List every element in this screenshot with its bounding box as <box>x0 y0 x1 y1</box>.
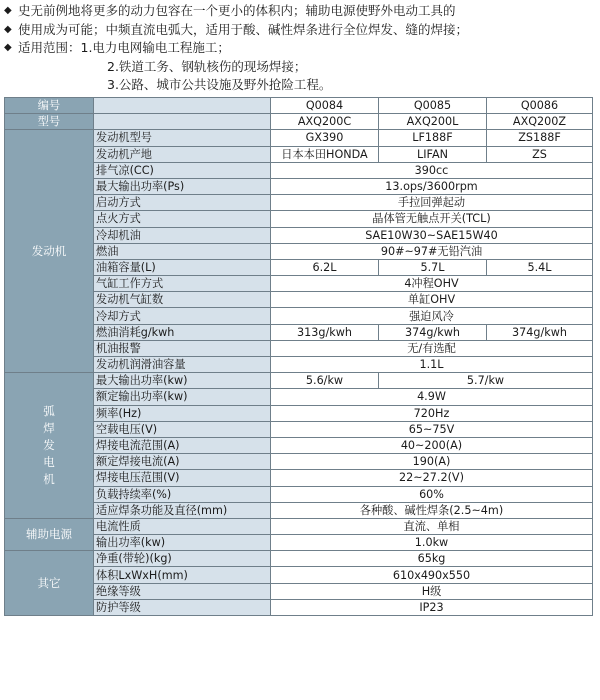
spec-value: ZS <box>487 146 593 162</box>
spec-table-body <box>5 98 593 616</box>
spec-label: 负载持续率(%) <box>94 486 271 502</box>
model-value: AXQ200C <box>271 114 379 130</box>
spec-value: 390cc <box>271 162 593 178</box>
spec-value: 1.0kw <box>271 535 593 551</box>
spec-value: 直流、单相 <box>271 518 593 534</box>
spec-value: 5.7/kw <box>379 373 593 389</box>
spec-row <box>5 567 593 583</box>
intro-line-text: 史无前例地将更多的动力包容在一个更小的体积内；辅助电源使野外电动工具的 <box>18 3 456 18</box>
spec-row <box>5 162 593 178</box>
spec-value: 强迫风冷 <box>271 308 593 324</box>
spec-row <box>5 292 593 308</box>
spec-value: GX390 <box>271 130 379 146</box>
spec-row <box>5 454 593 470</box>
spec-value: 313g/kwh <box>271 324 379 340</box>
spec-label: 焊接电压范围(V) <box>94 470 271 486</box>
section-label-vertical: 弧 焊 发 电 机 <box>5 373 94 519</box>
spec-row <box>5 535 593 551</box>
bullet-diamond-icon: ◆ <box>4 42 12 53</box>
section-label: 其它 <box>5 551 94 616</box>
spec-label: 频率(Hz) <box>94 405 271 421</box>
spec-row <box>5 551 593 567</box>
spec-label: 排气凉(CC) <box>94 162 271 178</box>
spec-row <box>5 599 593 615</box>
spec-value: SAE10W30~SAE15W40 <box>271 227 593 243</box>
spec-label: 防护等级 <box>94 599 271 615</box>
spec-label: 电流性质 <box>94 518 271 534</box>
spec-value: LIFAN <box>379 146 487 162</box>
spec-label: 空载电压(V) <box>94 421 271 437</box>
spec-label: 冷却方式 <box>94 308 271 324</box>
header-blank-cell <box>94 98 271 114</box>
spec-value: 5.4L <box>487 259 593 275</box>
intro-sub-line: 3.公路、城市公共设施及野外抢险工程。 <box>107 77 332 92</box>
intro-line-text: 使用成为可能；中频直流电弧大，适用于酸、碱性焊条进行全位焊发、缝的焊接； <box>18 21 469 37</box>
spec-value: 40~200(A) <box>271 437 593 453</box>
spec-label: 启动方式 <box>94 195 271 211</box>
spec-value: 5.7L <box>379 259 487 275</box>
intro-line <box>4 21 596 40</box>
spec-value: 手拉回弹起动 <box>271 195 593 211</box>
spec-row <box>5 146 593 162</box>
spec-value: 90#~97#无铅汽油 <box>271 243 593 259</box>
spec-row <box>5 389 593 405</box>
spec-row <box>5 470 593 486</box>
spec-row <box>5 486 593 502</box>
spec-value: 374g/kwh <box>487 324 593 340</box>
code-value: Q0084 <box>271 98 379 114</box>
bullet-diamond-icon: ◆ <box>4 23 12 35</box>
spec-label: 发动机产地 <box>94 146 271 162</box>
spec-value: IP23 <box>271 599 593 615</box>
spec-label: 发动机气缸数 <box>94 292 271 308</box>
spec-value: 晶体管无触点开关(TCL) <box>271 211 593 227</box>
spec-label: 气缸工作方式 <box>94 276 271 292</box>
spec-value: 22~27.2(V) <box>271 470 593 486</box>
model-header-label: 型号 <box>5 114 94 130</box>
spec-row <box>5 357 593 373</box>
spec-row <box>5 502 593 518</box>
spec-label: 最大输出功率(Ps) <box>94 178 271 194</box>
spec-label: 额定焊接电流(A) <box>94 454 271 470</box>
spec-row <box>5 518 593 534</box>
spec-row <box>5 583 593 599</box>
header-blank-cell <box>94 114 271 130</box>
spec-row <box>5 340 593 356</box>
spec-label: 点火方式 <box>94 211 271 227</box>
header-row-code <box>5 98 593 114</box>
spec-value: 单缸OHV <box>271 292 593 308</box>
spec-row <box>5 195 593 211</box>
intro-line-text: 适用范围：1.电力电网输电工程施工； <box>18 40 230 55</box>
bullet-diamond-icon: ◆ <box>4 5 12 16</box>
spec-row <box>5 437 593 453</box>
spec-label: 燃油 <box>94 243 271 259</box>
code-value: Q0085 <box>379 98 487 114</box>
spec-row <box>5 211 593 227</box>
intro-text <box>4 2 596 95</box>
spec-value: 无/有选配 <box>271 340 593 356</box>
section-label: 发动机 <box>5 130 94 373</box>
spec-label: 体积LxWxH(mm) <box>94 567 271 583</box>
spec-value: 1.1L <box>271 357 593 373</box>
spec-label: 额定输出功率(kw) <box>94 389 271 405</box>
spec-label: 绝缘等级 <box>94 583 271 599</box>
spec-value: 各种酸、碱性焊条(2.5~4m) <box>271 502 593 518</box>
spec-label: 输出功率(kw) <box>94 535 271 551</box>
spec-label: 燃油消耗g/kwh <box>94 324 271 340</box>
spec-row <box>5 178 593 194</box>
spec-row <box>5 227 593 243</box>
section-label: 辅助电源 <box>5 518 94 550</box>
spec-label: 发动机型号 <box>94 130 271 146</box>
spec-value: 374g/kwh <box>379 324 487 340</box>
spec-row <box>5 259 593 275</box>
spec-value: 5.6/kw <box>271 373 379 389</box>
spec-value: 65~75V <box>271 421 593 437</box>
spec-value: 13.ops/3600rpm <box>271 178 593 194</box>
spec-value: 190(A) <box>271 454 593 470</box>
spec-value: 610x490x550 <box>271 567 593 583</box>
spec-value: LF188F <box>379 130 487 146</box>
spec-label: 油箱容量(L) <box>94 259 271 275</box>
spec-value: 日本本田HONDA <box>271 146 379 162</box>
spec-label: 净重(带轮)(kg) <box>94 551 271 567</box>
code-header-label: 编号 <box>5 98 94 114</box>
intro-sub-line: 2.铁道工务、钢轨核伤的现场焊接； <box>107 58 307 74</box>
spec-label: 焊接电流范围(A) <box>94 437 271 453</box>
spec-row <box>5 276 593 292</box>
intro-line <box>4 2 596 21</box>
spec-value: 4.9W <box>271 389 593 405</box>
spec-row <box>5 373 593 389</box>
spec-value: 65kg <box>271 551 593 567</box>
spec-label: 发动机润滑油容量 <box>94 357 271 373</box>
model-value: AXQ200L <box>379 114 487 130</box>
spec-label: 适应焊条功能及直径(mm) <box>94 502 271 518</box>
spec-value: H级 <box>271 583 593 599</box>
spec-table <box>4 97 593 616</box>
spec-value: 4冲程OHV <box>271 276 593 292</box>
spec-row <box>5 405 593 421</box>
spec-label: 最大输出功率(kw) <box>94 373 271 389</box>
spec-value: 720Hz <box>271 405 593 421</box>
spec-row <box>5 421 593 437</box>
spec-value: 6.2L <box>271 259 379 275</box>
intro-line <box>4 39 596 58</box>
spec-row <box>5 130 593 146</box>
spec-value: ZS188F <box>487 130 593 146</box>
spec-value: 60% <box>271 486 593 502</box>
spec-row <box>5 308 593 324</box>
code-value: Q0086 <box>487 98 593 114</box>
model-value: AXQ200Z <box>487 114 593 130</box>
spec-row <box>5 243 593 259</box>
spec-row <box>5 324 593 340</box>
spec-label: 机油报警 <box>94 340 271 356</box>
header-row-model <box>5 114 593 130</box>
spec-label: 冷却机油 <box>94 227 271 243</box>
